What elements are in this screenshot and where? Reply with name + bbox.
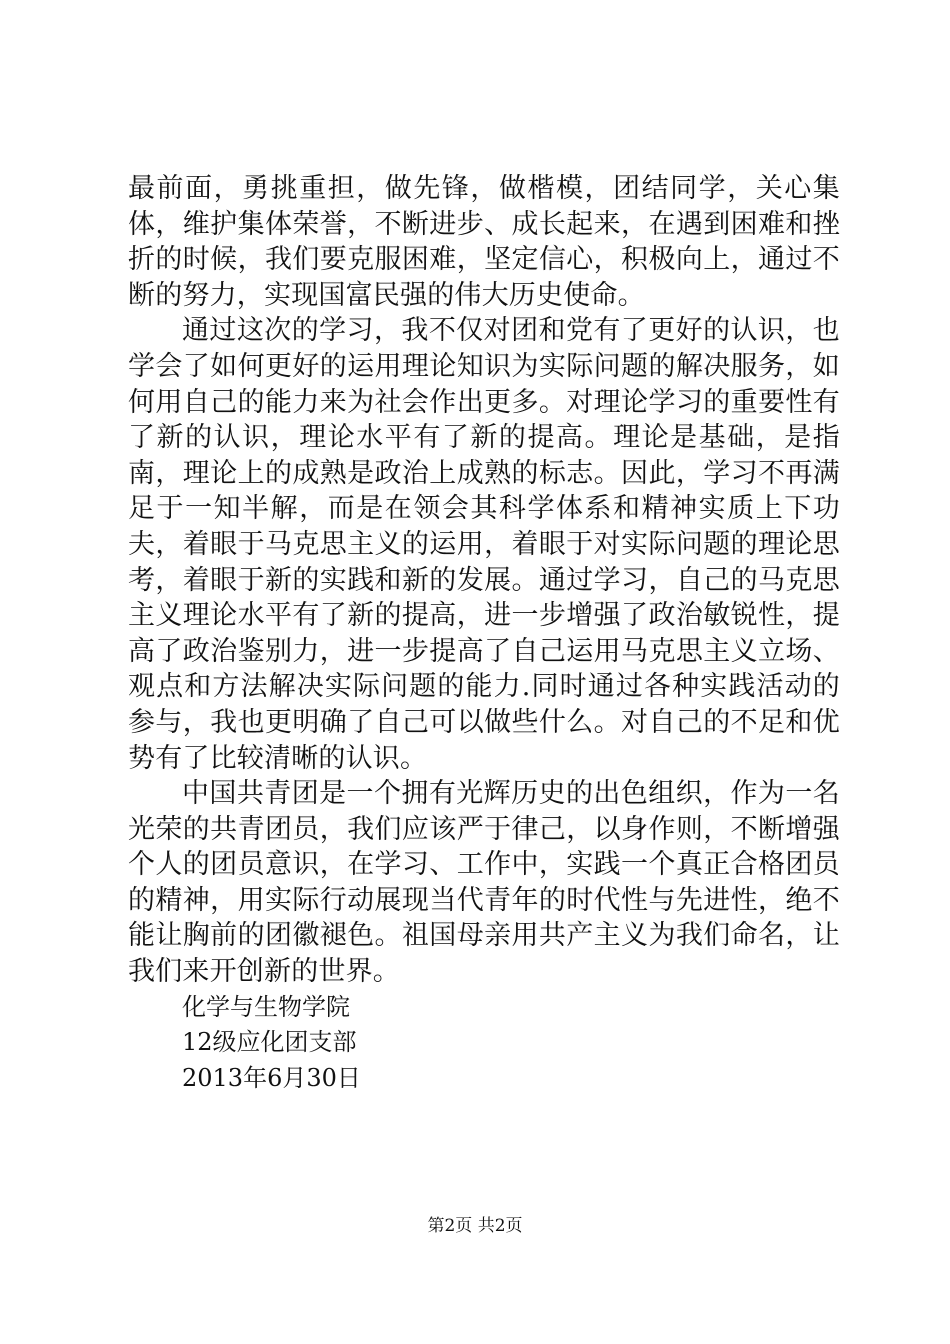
signature-branch: 12级应化团支部 xyxy=(182,1028,357,1057)
signature-date: 2013年6月30日 xyxy=(182,1063,361,1092)
signature-college: 化学与生物学院 xyxy=(182,992,350,1021)
paragraph-youth-league: 中国共青团是一个拥有光辉历史的出色组织，作为一名光荣的共青团员，我们应该严于律己，以身作则，不断增强个人的团员意识，在学习、工作中，实践一个真正合格团员的精神，用实际行动展现当代青年的时代性与先进性，绝不能让胸前的团徽褪色。祖国母亲用共产主义为我们命名，让我们来开创新的世界。 xyxy=(128,778,840,988)
document-body xyxy=(128,171,840,1096)
paragraph-study-reflection: 通过这次的学习，我不仅对团和党有了更好的认识，也学会了如何更好的运用理论知识为实际问题的解决服务，如何用自己的能力来为社会作出更多。对理论学习的重要性有了新的认识，理论水平有了新的提高。理论是基础，是指南，理论上的成熟是政治上成熟的标志。因此，学习不再满足于一知半解，而是在领会其科学体系和精神实质上下功夫，着眼于马克思主义的运用，着眼于对实际问题的理论思考，着眼于新的实践和新的发展。通过学习，自己的马克思主义理论水平有了新的提高，进一步增强了政治敏锐性，提高了政治鉴别力，进一步提高了自己运用马克思主义立场、观点和方法解决实际问题的能力.同时通过各种实践活动的参与，我也更明确了自己可以做些什么。对自己的不足和优势有了比较清晰的认识。 xyxy=(128,315,840,774)
page-number-footer: 第2页 共2页 xyxy=(427,1216,523,1236)
paragraph-continuation: 最前面，勇挑重担，做先锋，做楷模，团结同学，关心集体，维护集体荣誉，不断进步、成长起来，在遇到困难和挫折的时候，我们要克服困难，坚定信心，积极向上，通过不断的努力，实现国富民强的伟大历史使命。 xyxy=(128,173,840,311)
